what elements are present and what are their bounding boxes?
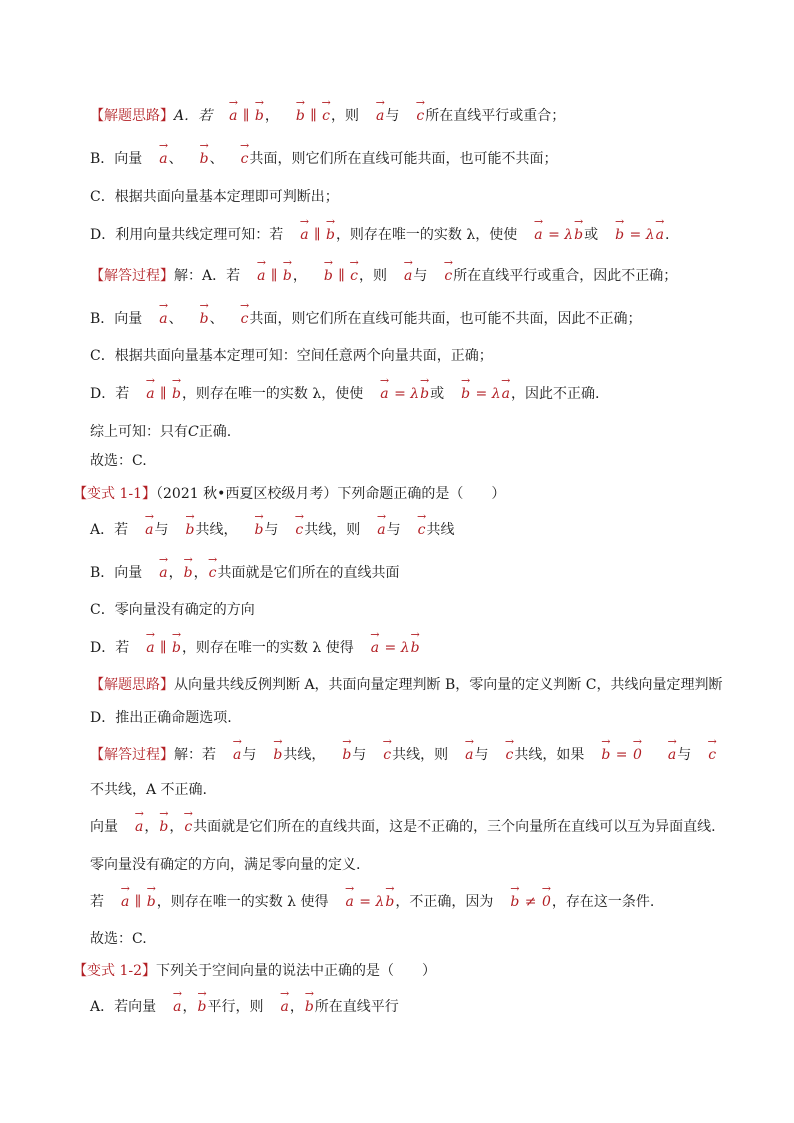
option-c: C．零向量没有确定的方向 (90, 602, 255, 618)
option-b: B．向量→ a，→ b，→ c共面就是它们所在的直线共面 (90, 563, 754, 583)
answer-summary: 综上可知：只有C正确. (90, 424, 232, 440)
answer-line-5: 【解答过程】解：若→ a与→ b共线，→ b与→ c共线，则→ a与→ c共线，如果→ b = → 0→ a与→ c (90, 745, 754, 765)
thinking-line-4: D．利用向量共线定理可知：若→ a ∥ → b，则存在唯一的实数 λ，使使→ a = λ→ b或→ b = λ→ a. (90, 225, 754, 245)
thinking-line-6: D．推出正确命题选项. (90, 710, 232, 726)
option-a-2: A．若向量→ a，→ b平行，则→ a，→ b所在直线平行 (90, 997, 754, 1017)
option-d: D．若→ a ∥ → b，则存在唯一的实数 λ 使得→ a = λ→ b (90, 638, 754, 658)
section-label: 【解题思路】 (90, 108, 174, 124)
variant-1-1-heading: 【变式 1-1】（2021 秋•西夏区校级月考）下列命题正确的是（ ） (73, 486, 506, 502)
variant-label: 【变式 1-1】 (73, 486, 156, 502)
answer-line-8: 零向量没有确定的方向，满足零向量的定义. (90, 857, 361, 873)
variant-1-2-heading: 【变式 1-2】下列关于空间向量的说法中正确的是（ ） (73, 963, 436, 979)
section-label: 【解题思路】 (90, 677, 174, 693)
option-a: A．若→ a与→ b共线，→ b与→ c共线，则→ a与→ c共线 (90, 520, 754, 540)
answer-line-3: C．根据共面向量基本定理可知：空间任意两个向量共面，正确； (90, 348, 493, 364)
thinking-line-2: B．向量→ a、→ b、→ c共面，则它们所在直线可能共面，也可能不共面； (90, 149, 754, 169)
answer-line-2: B．向量→ a、→ b、→ c共面，则它们所在直线可能共面，也可能不共面，因此不正确； (90, 309, 754, 329)
thinking-line-5: 【解题思路】从向量共线反例判断 A，共面向量定理判断 B，零向量的定义判断 C，共线向量定理判断 (90, 677, 723, 693)
thinking-line-3: C．根据共面向量基本定理即可判断出； (90, 189, 339, 205)
section-label: 【解答过程】 (90, 747, 174, 763)
thinking-line-1: 【解题思路】A．若→ a ∥ → b，→ b ∥ → c，则→ a与→ c所在直线平行或重合； (90, 106, 754, 126)
section-label: 【解答过程】 (90, 268, 174, 284)
answer-choice: 故选：C. (90, 453, 147, 469)
answer-line-1: 【解答过程】解：A．若→ a ∥ → b，→ b ∥ → c，则→ a与→ c所在直线平行或重合，因此不正确； (90, 266, 754, 286)
answer-line-9: 若→ a ∥ → b，则存在唯一的实数 λ 使得→ a = λ→ b，不正确，因为→ b ≠ → 0，存在这一条件. (90, 892, 754, 912)
answer-line-7: 向量→ a，→ b，→ c共面就是它们所在的直线共面，这是不正确的，三个向量所在直线可以互为异面直线. (90, 817, 754, 837)
answer-choice-2: 故选：C. (90, 931, 147, 947)
answer-line-4: D．若→ a ∥ → b，则存在唯一的实数 λ，使使→ a = λ→ b或→ b = λ→ a，因此不正确. (90, 384, 754, 404)
answer-line-6: 不共线，A 不正确. (90, 782, 208, 798)
variant-label: 【变式 1-2】 (73, 963, 156, 979)
